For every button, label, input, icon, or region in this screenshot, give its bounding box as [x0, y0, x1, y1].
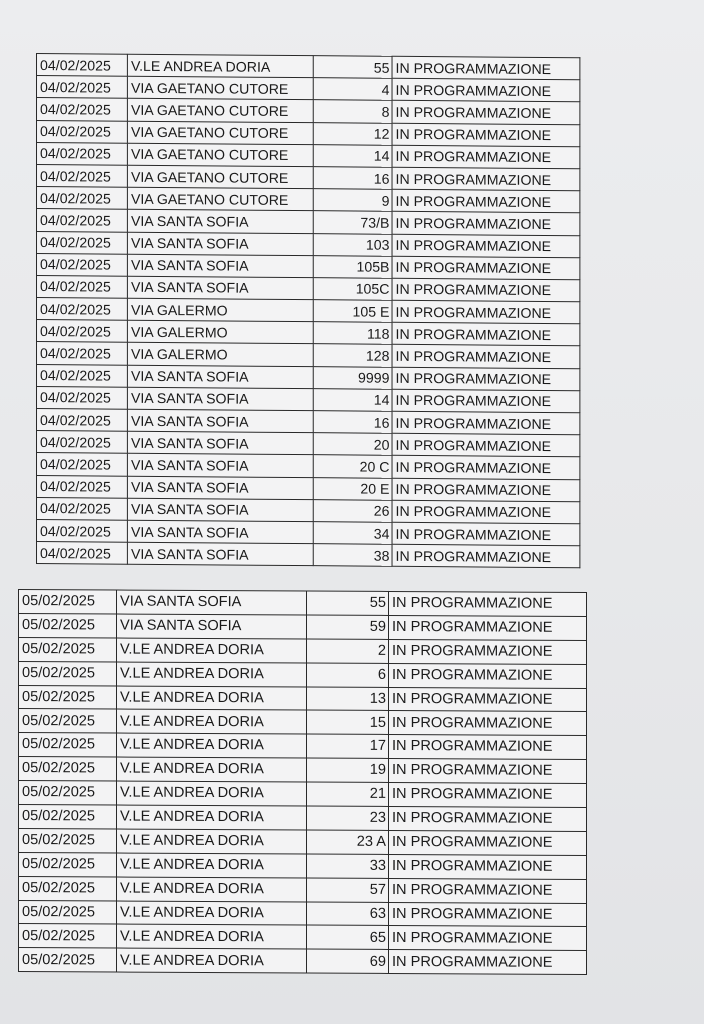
- schedule-table-04-02: [36, 53, 580, 569]
- street-cell: V.LE ANDREA DORIA: [117, 853, 307, 878]
- date-cell: 04/02/2025: [37, 298, 128, 321]
- date-cell: 05/02/2025: [19, 637, 117, 661]
- house-number-cell: 21: [307, 782, 389, 806]
- table-row: [19, 709, 587, 736]
- date-cell: 04/02/2025: [37, 475, 128, 498]
- date-cell: 04/02/2025: [37, 431, 128, 454]
- status-cell: IN PROGRAMMAZIONE: [389, 591, 587, 616]
- street-cell: VIA GALERMO: [127, 343, 313, 367]
- status-cell: IN PROGRAMMAZIONE: [389, 950, 587, 975]
- status-cell: IN PROGRAMMAZIONE: [392, 167, 580, 191]
- date-cell: 04/02/2025: [37, 519, 128, 542]
- street-cell: VIA GAETANO CUTORE: [127, 187, 313, 211]
- street-cell: VIA SANTA SOFIA: [127, 409, 313, 433]
- table-row: [19, 637, 587, 664]
- street-cell: V.LE ANDREA DORIA: [117, 686, 307, 711]
- status-cell: IN PROGRAMMAZIONE: [392, 212, 580, 236]
- house-number-cell: 69: [307, 949, 389, 973]
- date-cell: 05/02/2025: [19, 733, 117, 757]
- status-cell: IN PROGRAMMAZIONE: [392, 234, 580, 258]
- table-row: [19, 805, 587, 832]
- status-cell: IN PROGRAMMAZIONE: [389, 902, 587, 927]
- date-cell: 04/02/2025: [37, 231, 128, 254]
- status-cell: IN PROGRAMMAZIONE: [389, 759, 587, 784]
- date-cell: 05/02/2025: [19, 852, 117, 876]
- date-cell: 04/02/2025: [37, 275, 128, 298]
- status-cell: IN PROGRAMMAZIONE: [389, 806, 587, 831]
- house-number-cell: 9999: [313, 366, 392, 389]
- status-cell: IN PROGRAMMAZIONE: [392, 522, 580, 546]
- house-number-cell: 103: [313, 233, 392, 256]
- street-cell: VIA SANTA SOFIA: [127, 520, 313, 544]
- status-cell: IN PROGRAMMAZIONE: [389, 615, 587, 640]
- date-cell: 04/02/2025: [37, 320, 128, 343]
- house-number-cell: 23 A: [307, 830, 389, 854]
- date-cell: 04/02/2025: [37, 209, 128, 232]
- street-cell: VIA SANTA SOFIA: [117, 590, 307, 615]
- status-cell: IN PROGRAMMAZIONE: [392, 278, 580, 302]
- street-cell: VIA GAETANO CUTORE: [127, 76, 313, 100]
- house-number-cell: 65: [307, 925, 389, 949]
- street-cell: V.LE ANDREA DORIA: [117, 924, 307, 949]
- status-cell: IN PROGRAMMAZIONE: [392, 78, 580, 102]
- table-row: [19, 661, 587, 688]
- status-cell: IN PROGRAMMAZIONE: [392, 345, 580, 369]
- street-cell: V.LE ANDREA DORIA: [117, 662, 307, 687]
- status-cell: IN PROGRAMMAZIONE: [389, 735, 587, 760]
- house-number-cell: 12: [313, 122, 392, 145]
- status-cell: IN PROGRAMMAZIONE: [389, 711, 587, 736]
- date-cell: 05/02/2025: [19, 781, 117, 805]
- date-cell: 05/02/2025: [19, 924, 117, 948]
- date-cell: 04/02/2025: [37, 120, 128, 143]
- house-number-cell: 17: [307, 734, 389, 758]
- street-cell: V.LE ANDREA DORIA: [117, 733, 307, 758]
- date-cell: 05/02/2025: [19, 757, 117, 781]
- status-cell: IN PROGRAMMAZIONE: [392, 500, 580, 524]
- house-number-cell: 20: [313, 433, 392, 456]
- status-cell: IN PROGRAMMAZIONE: [389, 639, 587, 664]
- house-number-cell: 14: [313, 388, 392, 411]
- date-cell: 04/02/2025: [37, 386, 128, 409]
- status-cell: IN PROGRAMMAZIONE: [392, 544, 580, 568]
- house-number-cell: 105B: [313, 255, 392, 278]
- status-cell: IN PROGRAMMAZIONE: [392, 433, 580, 457]
- street-cell: VIA SANTA SOFIA: [127, 542, 313, 566]
- schedule-table-body: [19, 590, 587, 975]
- date-cell: 05/02/2025: [19, 828, 117, 852]
- street-cell: VIA SANTA SOFIA: [127, 276, 313, 300]
- date-cell: 04/02/2025: [37, 497, 128, 520]
- house-number-cell: 23: [307, 806, 389, 830]
- date-cell: 05/02/2025: [19, 613, 117, 637]
- street-cell: VIA SANTA SOFIA: [127, 387, 313, 411]
- house-number-cell: 6: [307, 663, 389, 687]
- date-cell: 05/02/2025: [19, 661, 117, 685]
- status-cell: IN PROGRAMMAZIONE: [392, 189, 580, 213]
- date-cell: 04/02/2025: [37, 253, 128, 276]
- house-number-cell: 16: [313, 167, 392, 190]
- date-cell: 04/02/2025: [37, 364, 128, 387]
- date-cell: 05/02/2025: [19, 590, 117, 614]
- status-cell: IN PROGRAMMAZIONE: [392, 101, 580, 125]
- date-cell: 04/02/2025: [37, 342, 128, 365]
- status-cell: IN PROGRAMMAZIONE: [392, 456, 580, 480]
- house-number-cell: 118: [313, 322, 392, 345]
- street-cell: V.LE ANDREA DORIA: [117, 757, 307, 782]
- date-cell: 05/02/2025: [19, 709, 117, 733]
- house-number-cell: 63: [307, 902, 389, 926]
- table-row: [19, 733, 587, 760]
- date-cell: 04/02/2025: [37, 409, 128, 432]
- house-number-cell: 55: [313, 56, 392, 79]
- house-number-cell: 105C: [313, 278, 392, 301]
- table-row: [19, 590, 587, 617]
- house-number-cell: 13: [307, 687, 389, 711]
- street-cell: VIA GAETANO CUTORE: [127, 99, 313, 123]
- house-number-cell: 38: [313, 544, 392, 567]
- house-number-cell: 16: [313, 411, 392, 434]
- street-cell: VIA SANTA SOFIA: [127, 254, 313, 278]
- street-cell: V.LE ANDREA DORIA: [117, 901, 307, 926]
- date-cell: 04/02/2025: [37, 187, 128, 210]
- street-cell: V.LE ANDREA DORIA: [127, 54, 313, 78]
- date-cell: 04/02/2025: [37, 54, 128, 77]
- table-row: [19, 852, 587, 879]
- table-row: [19, 781, 587, 808]
- house-number-cell: 26: [313, 499, 392, 522]
- house-number-cell: 8: [313, 100, 392, 123]
- street-cell: VIA SANTA SOFIA: [127, 365, 313, 389]
- date-cell: 04/02/2025: [37, 142, 128, 165]
- date-cell: 04/02/2025: [37, 76, 128, 99]
- house-number-cell: 14: [313, 144, 392, 167]
- street-cell: VIA SANTA SOFIA: [117, 614, 307, 639]
- schedule-table-body: [37, 54, 580, 569]
- street-cell: VIA SANTA SOFIA: [127, 210, 313, 234]
- house-number-cell: 9: [313, 189, 392, 212]
- status-cell: IN PROGRAMMAZIONE: [389, 663, 587, 688]
- date-cell: 04/02/2025: [37, 164, 128, 187]
- status-cell: IN PROGRAMMAZIONE: [389, 926, 587, 951]
- house-number-cell: 55: [307, 591, 389, 615]
- house-number-cell: 15: [307, 710, 389, 734]
- street-cell: V.LE ANDREA DORIA: [117, 877, 307, 902]
- date-cell: 05/02/2025: [19, 685, 117, 709]
- status-cell: IN PROGRAMMAZIONE: [392, 411, 580, 435]
- street-cell: V.LE ANDREA DORIA: [117, 781, 307, 806]
- house-number-cell: 4: [313, 78, 392, 101]
- status-cell: IN PROGRAMMAZIONE: [392, 56, 580, 80]
- street-cell: V.LE ANDREA DORIA: [117, 709, 307, 734]
- street-cell: VIA SANTA SOFIA: [127, 431, 313, 455]
- street-cell: V.LE ANDREA DORIA: [117, 829, 307, 854]
- house-number-cell: 105 E: [313, 300, 392, 323]
- street-cell: VIA SANTA SOFIA: [127, 498, 313, 522]
- table-row: [19, 876, 587, 903]
- status-cell: IN PROGRAMMAZIONE: [392, 323, 580, 347]
- street-cell: VIA GAETANO CUTORE: [127, 143, 313, 167]
- status-cell: IN PROGRAMMAZIONE: [392, 256, 580, 280]
- status-cell: IN PROGRAMMAZIONE: [392, 123, 580, 147]
- date-cell: 04/02/2025: [37, 453, 128, 476]
- house-number-cell: 20 C: [313, 455, 392, 478]
- status-cell: IN PROGRAMMAZIONE: [392, 300, 580, 324]
- date-cell: 04/02/2025: [37, 542, 128, 565]
- street-cell: V.LE ANDREA DORIA: [117, 948, 307, 973]
- street-cell: VIA SANTA SOFIA: [127, 476, 313, 500]
- status-cell: IN PROGRAMMAZIONE: [389, 783, 587, 808]
- house-number-cell: 34: [313, 522, 392, 545]
- date-cell: 04/02/2025: [37, 98, 128, 121]
- table-row: [19, 685, 587, 712]
- status-cell: IN PROGRAMMAZIONE: [392, 389, 580, 413]
- street-cell: VIA GAETANO CUTORE: [127, 165, 313, 189]
- table-row: [19, 828, 587, 855]
- street-cell: V.LE ANDREA DORIA: [117, 805, 307, 830]
- table-row: [19, 924, 587, 951]
- house-number-cell: 59: [307, 615, 389, 639]
- table-row: [37, 542, 580, 568]
- status-cell: IN PROGRAMMAZIONE: [392, 145, 580, 169]
- table-row: [19, 900, 587, 927]
- house-number-cell: 73/B: [313, 211, 392, 234]
- street-cell: VIA GAETANO CUTORE: [127, 121, 313, 145]
- status-cell: IN PROGRAMMAZIONE: [389, 830, 587, 855]
- table-row: [19, 613, 587, 640]
- schedule-table-05-02: [18, 589, 587, 975]
- date-cell: 05/02/2025: [19, 805, 117, 829]
- street-cell: VIA SANTA SOFIA: [127, 454, 313, 478]
- house-number-cell: 33: [307, 854, 389, 878]
- house-number-cell: 2: [307, 639, 389, 663]
- status-cell: IN PROGRAMMAZIONE: [389, 854, 587, 879]
- street-cell: VIA GALERMO: [127, 298, 313, 322]
- street-cell: V.LE ANDREA DORIA: [117, 638, 307, 663]
- house-number-cell: 20 E: [313, 477, 392, 500]
- house-number-cell: 57: [307, 878, 389, 902]
- table-row: [19, 948, 587, 975]
- house-number-cell: 128: [313, 344, 392, 367]
- house-number-cell: 19: [307, 758, 389, 782]
- date-cell: 05/02/2025: [19, 900, 117, 924]
- table-row: [19, 757, 587, 784]
- street-cell: VIA GALERMO: [127, 320, 313, 344]
- street-cell: VIA SANTA SOFIA: [127, 232, 313, 256]
- status-cell: IN PROGRAMMAZIONE: [392, 367, 580, 391]
- date-cell: 05/02/2025: [19, 876, 117, 900]
- status-cell: IN PROGRAMMAZIONE: [392, 478, 580, 502]
- date-cell: 05/02/2025: [19, 948, 117, 972]
- status-cell: IN PROGRAMMAZIONE: [389, 878, 587, 903]
- status-cell: IN PROGRAMMAZIONE: [389, 687, 587, 712]
